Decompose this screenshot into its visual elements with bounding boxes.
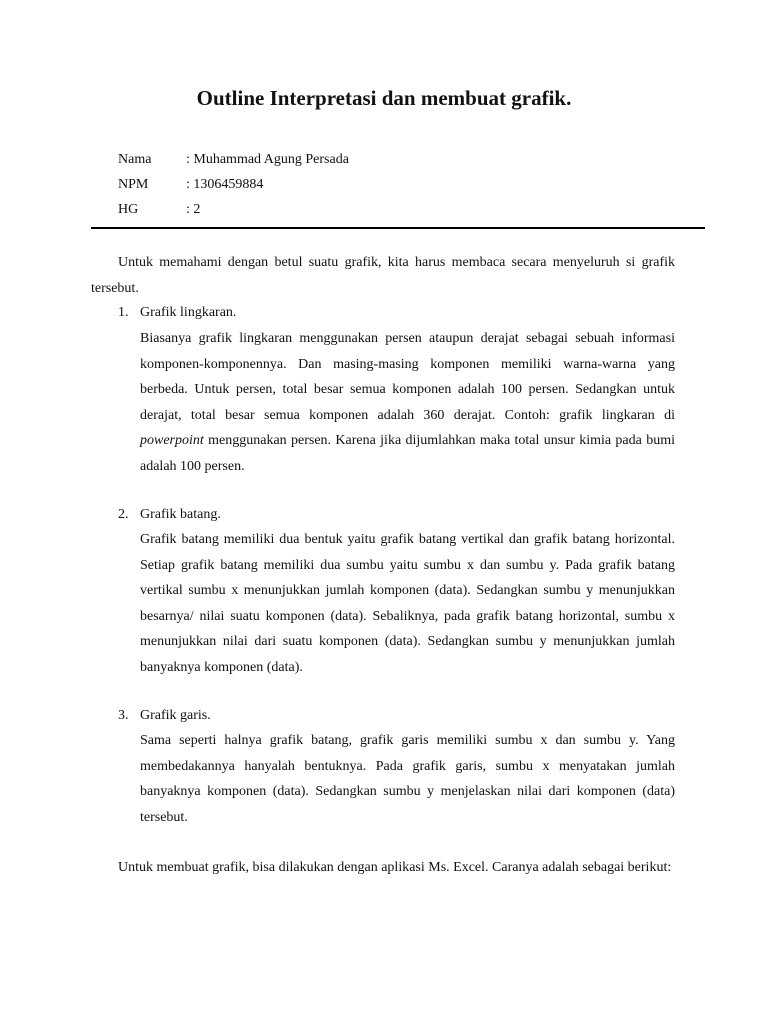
info-row-nama <box>118 151 349 169</box>
body-text: menggunakan persen. Karena jika dijumlahkan maka total unsur kimia pada bumi adalah 100 persen. <box>140 433 675 474</box>
list-heading: Grafik garis. <box>140 708 211 723</box>
intro-paragraph: Untuk memahami dengan betul suatu grafik, kita harus membaca secara menyeluruh si grafik tersebut. <box>91 255 675 296</box>
list-item-heading-3 <box>118 703 211 729</box>
list-heading: Grafik batang. <box>140 507 221 522</box>
list-number: 2. <box>118 507 129 522</box>
document-title: Outline Interpretasi dan membuat grafik. <box>196 86 572 110</box>
info-row-hg <box>118 201 200 219</box>
header-divider <box>91 227 705 229</box>
body-text: Biasanya grafik lingkaran menggunakan persen ataupun derajat sebagai sebuah informasi komponen-komponennya. Dan masing-masing komponen memiliki warna-warna yang berbeda. Untuk persen, total besar semua komponen adalah 100 persen. Sedangkan untuk derajat, total besar semua komponen adalah 360 derajat. Contoh: grafik lingkaran di <box>140 331 675 423</box>
info-value: : 1306459884 <box>186 177 264 192</box>
info-row-npm <box>118 176 263 194</box>
list-heading: Grafik lingkaran. <box>140 305 237 320</box>
info-label: NPM <box>118 177 149 192</box>
list-number: 3. <box>118 708 129 723</box>
list-item-body-2: Grafik batang memiliki dua bentuk yaitu grafik batang vertikal dan grafik batang horizontal. Setiap grafik batang memiliki dua sumbu yaitu sumbu x dan sumbu y. Pada grafik batang vertikal sumbu x menunjukkan jumlah komponen (data). Sedangkan sumbu y menunjukkan besarnya/ nilai suatu komponen (data). Sebaliknya, pada grafik batang horizontal, sumbu x menunjukkan nilai dari suatu komponen (data). Sedangkan sumbu y menunjukkan jumlah banyaknya komponen (data). <box>140 532 675 675</box>
list-number: 1. <box>118 305 129 320</box>
list-item-body-1 <box>140 326 675 479</box>
list-item-body-3: Sama seperti halnya grafik batang, grafik garis memiliki sumbu x dan sumbu y. Yang membedakannya hanyalah bentuknya. Pada grafik garis, sumbu x menyatakan jumlah banyaknya komponen (data). Sedangkan sumbu y menjelaskan nilai dari komponen (data) tersebut. <box>140 733 675 825</box>
info-value: : Muhammad Agung Persada <box>186 152 349 167</box>
list-item-heading-1 <box>118 300 236 326</box>
italic-term: powerpoint <box>140 433 204 448</box>
list-item-heading-2 <box>118 502 221 528</box>
info-value: : 2 <box>186 202 201 217</box>
closing-paragraph: Untuk membuat grafik, bisa dilakukan dengan aplikasi Ms. Excel. Caranya adalah sebagai berikut: <box>118 860 672 875</box>
info-label: HG <box>118 202 139 217</box>
info-label: Nama <box>118 152 152 167</box>
